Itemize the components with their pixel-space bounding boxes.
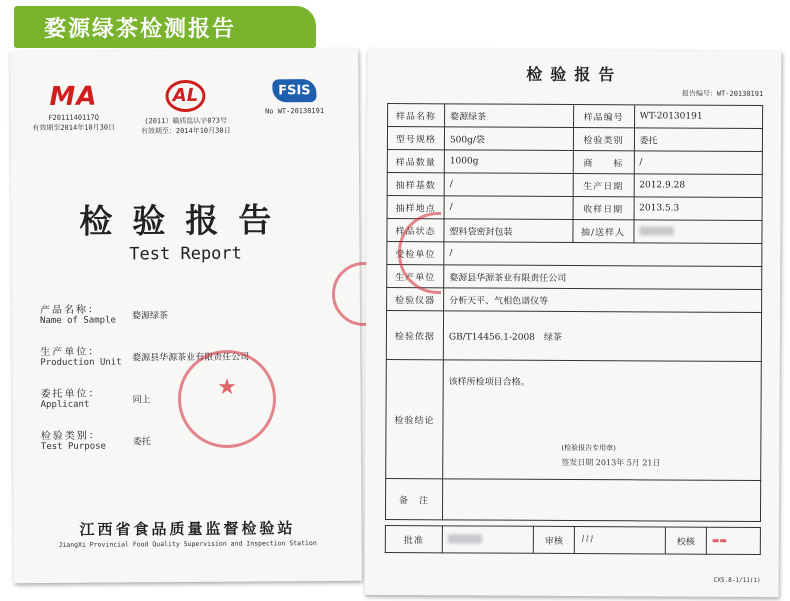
issue-date: 签发日期 2013年 5月 21日 — [561, 457, 661, 468]
field-label-cn: 检验类别： — [40, 430, 101, 443]
banner-title: 婺源绿茶检测报告 — [44, 17, 237, 42]
cover-organization-cn: 江西省食品质量监督检验站 — [79, 519, 296, 539]
field-label-cn: 生产单位： — [40, 346, 101, 359]
cma-logo-icon: MA — [49, 81, 98, 112]
cell-label: 样品状态 — [387, 219, 444, 242]
cover-field-production-unit — [40, 341, 340, 368]
handwritten-signature-icon: ⌇⌇⌇ — [579, 535, 594, 546]
conclusion-seal-label: (检验报告专用章) — [561, 443, 616, 453]
cal-cert-number: (2011）赣质监认字073号 — [144, 116, 228, 126]
cell-label: 样品数量 — [387, 150, 444, 173]
field-label-en: Applicant — [40, 399, 90, 411]
proof-label: 校核 — [665, 527, 706, 554]
field-value: 婺源绿茶 — [131, 311, 169, 322]
approve-label: 批准 — [385, 526, 442, 553]
cell-value: GB/T14456.1-2008 绿茶 — [443, 311, 761, 362]
cell-label: 检验结论 — [386, 360, 444, 479]
cell-value: 婺源绿茶 — [445, 104, 574, 128]
seal-star-icon: ★ — [217, 375, 237, 400]
table-row — [388, 104, 763, 129]
cell-label: 检验仪器 — [387, 288, 444, 311]
cell-value: / — [444, 196, 573, 220]
remarks-value — [442, 479, 760, 522]
table-row — [387, 127, 762, 152]
cell-value: 塑料袋密封包装 — [444, 219, 573, 243]
cell-value: 分析天平、气相色谱仪等 — [444, 288, 762, 313]
red-seal-stamp-icon — [178, 350, 276, 448]
review-label: 审核 — [533, 526, 574, 553]
cell-label: 型号规格 — [387, 127, 444, 150]
proof-signature — [706, 527, 760, 554]
field-label-en: Name of Sample — [39, 315, 116, 327]
report-table — [385, 103, 763, 522]
cell-label: 生产日期 — [573, 173, 634, 196]
cell-label: 样品名称 — [388, 104, 445, 127]
conclusion-text: 该样所检项目合格。 — [448, 377, 530, 388]
field-value: 同上 — [132, 395, 151, 406]
cal-logo-icon: AL — [165, 80, 205, 112]
field-value: 委托 — [132, 437, 151, 448]
cover-field-sample-name — [40, 299, 340, 326]
redaction-blur — [448, 534, 482, 543]
red-signature-seal-icon: ▬▬ — [711, 535, 728, 545]
form-code: CXS.8-1/11(1) — [713, 576, 761, 584]
table-row — [387, 173, 762, 198]
table-row — [387, 242, 762, 267]
sampler-name-redacted — [633, 220, 762, 244]
cell-label: 检验依据 — [386, 311, 443, 360]
cal-cert-validity: 有效期至：2014年10月30日 — [140, 126, 231, 136]
cell-value: 1000g — [444, 150, 573, 174]
table-row — [387, 150, 762, 175]
field-value: 婺源县华源茶业有限责任公司 — [132, 352, 250, 364]
cell-value: 2013.5.3 — [634, 197, 763, 221]
approve-signature — [442, 526, 533, 553]
cell-label: 样品编号 — [573, 104, 634, 127]
cover-title-en: Test Report — [129, 243, 242, 265]
field-label-cn: 委托单位： — [40, 388, 101, 401]
cell-value: 委托 — [634, 128, 763, 152]
field-label-en: Test Purpose — [40, 441, 106, 453]
table-row — [387, 219, 762, 244]
table-row — [385, 479, 760, 522]
cell-label: 检验类别 — [573, 127, 634, 150]
report-number: 报告编号：WT-20130191 — [681, 89, 764, 98]
cell-value: 2012.9.28 — [634, 174, 763, 198]
fsis-logo-icon: FSIS — [272, 79, 317, 102]
cell-label: 受检单位 — [387, 242, 444, 265]
cell-label: 商 标 — [573, 150, 634, 173]
cal-certification — [130, 80, 240, 137]
table-row — [386, 311, 761, 362]
table-row — [386, 360, 762, 481]
cell-label: 备 注 — [385, 479, 442, 520]
cma-cert-number: F2011140117Q — [48, 113, 99, 122]
cell-value: / — [444, 242, 762, 267]
banner — [14, 6, 316, 48]
conclusion-cell — [443, 360, 762, 481]
report-cover-page — [10, 49, 362, 583]
redaction-blur — [639, 226, 673, 235]
cma-cert-validity: 有效期至2014年10月30日 — [32, 123, 116, 133]
table-row — [387, 196, 762, 221]
table-row — [387, 265, 762, 290]
table-row — [387, 288, 762, 313]
signature-table — [385, 525, 761, 555]
cell-label: 生产单位 — [387, 265, 444, 288]
cell-label: 抽/送样人 — [572, 219, 633, 242]
cell-label: 抽样基数 — [387, 173, 444, 196]
review-signature — [574, 527, 665, 554]
field-label-en: Production Unit — [40, 357, 122, 369]
field-label-cn: 产品名称： — [39, 304, 100, 317]
cover-organization-en: JiangXi Provincial Food Quality Supervision and Inspection Station — [58, 539, 317, 549]
fsis-report-number: No WT-20130191 — [265, 107, 325, 116]
cell-value: / — [444, 173, 573, 197]
fsis-certification — [254, 79, 334, 117]
cell-value: 500g/袋 — [444, 127, 573, 151]
cover-title-cn: 检验报告 — [79, 200, 292, 241]
cell-value: 婺源县华源茶业有限责任公司 — [444, 265, 762, 290]
signature-row — [385, 526, 760, 555]
cell-label: 抽样地点 — [387, 196, 444, 219]
cell-label: 收样日期 — [573, 196, 634, 219]
report-title: 检验报告 — [526, 64, 623, 85]
cell-value: / — [634, 151, 763, 175]
cell-value: WT-20130191 — [634, 105, 763, 129]
report-detail-page — [365, 49, 782, 597]
cma-certification — [28, 80, 118, 133]
